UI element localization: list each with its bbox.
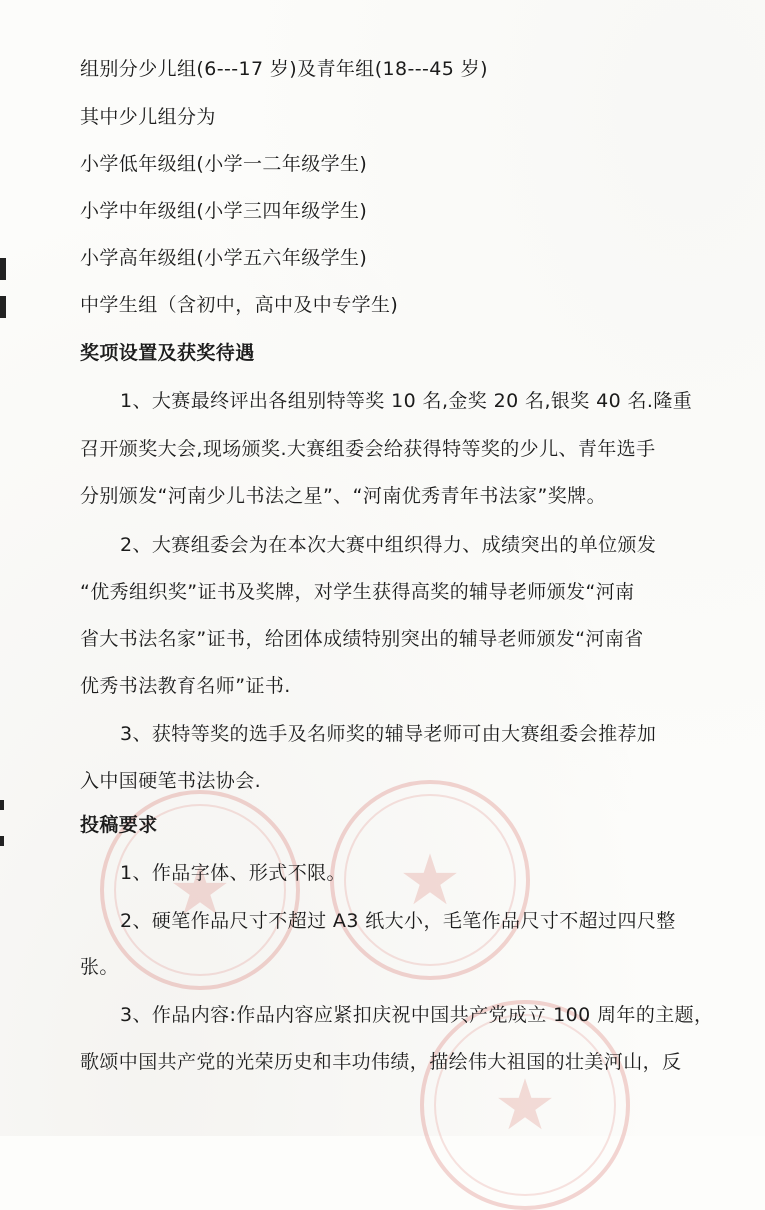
paragraph-line: 1、作品字体、形式不限。 <box>120 862 346 884</box>
paragraph-line: 分别颁发“河南少儿书法之星”、“河南优秀青年书法家”奖牌。 <box>80 485 606 507</box>
official-seal-stamp: ★ <box>420 1000 630 1210</box>
section-heading-awards: 奖项设置及获奖待遇 <box>80 342 255 364</box>
scan-edge-mark <box>0 800 4 810</box>
scan-edge-mark <box>0 258 6 280</box>
paragraph-line: 入中国硬笔书法协会. <box>80 770 262 792</box>
paragraph-line: 3、获特等奖的选手及名师奖的辅导老师可由大赛组委会推荐加 <box>120 723 657 745</box>
text-line: 小学中年级组(小学三四年级学生) <box>80 200 368 222</box>
text-line: 组别分少儿组(6---17 岁)及青年组(18---45 岁) <box>80 58 488 80</box>
text-line: 小学高年级组(小学五六年级学生) <box>80 247 368 269</box>
official-seal-stamp: ★ <box>330 780 530 980</box>
text-line: 小学低年级组(小学一二年级学生) <box>80 153 368 175</box>
scan-edge-mark <box>0 296 6 318</box>
text-line: 中学生组（含初中，高中及中专学生) <box>80 294 399 316</box>
paragraph-line: 2、大赛组委会为在本次大赛中组织得力、成绩突出的单位颁发 <box>120 534 657 556</box>
paragraph-line: 省大书法名家”证书，给团体成绩特别突出的辅导老师颁发“河南省 <box>80 628 644 650</box>
section-heading-submission: 投稿要求 <box>80 814 158 836</box>
paragraph-line: 优秀书法教育名师”证书. <box>80 675 291 697</box>
paragraph-line: 3、作品内容:作品内容应紧扣庆祝中国共产党成立 100 周年的主题， <box>120 1004 714 1026</box>
paragraph-line: “优秀组织奖”证书及奖牌，对学生获得高奖的辅导老师颁发“河南 <box>80 581 635 603</box>
paragraph-line: 2、硬笔作品尺寸不超过 A3 纸大小，毛笔作品尺寸不超过四尺整 <box>120 910 676 932</box>
scan-edge-mark <box>0 836 4 846</box>
official-seal-stamp: ★ <box>100 790 300 990</box>
paragraph-line: 歌颂中国共产党的光荣历史和丰功伟绩，描绘伟大祖国的壮美河山，反 <box>80 1051 682 1073</box>
paragraph-line: 张。 <box>80 956 119 978</box>
text-line: 其中少儿组分为 <box>80 106 216 128</box>
paragraph-line: 1、大赛最终评出各组别特等奖 10 名,金奖 20 名,银奖 40 名.隆重 <box>120 390 693 412</box>
paragraph-line: 召开颁奖大会,现场颁奖.大赛组委会给获得特等奖的少儿、青年选手 <box>80 438 656 460</box>
